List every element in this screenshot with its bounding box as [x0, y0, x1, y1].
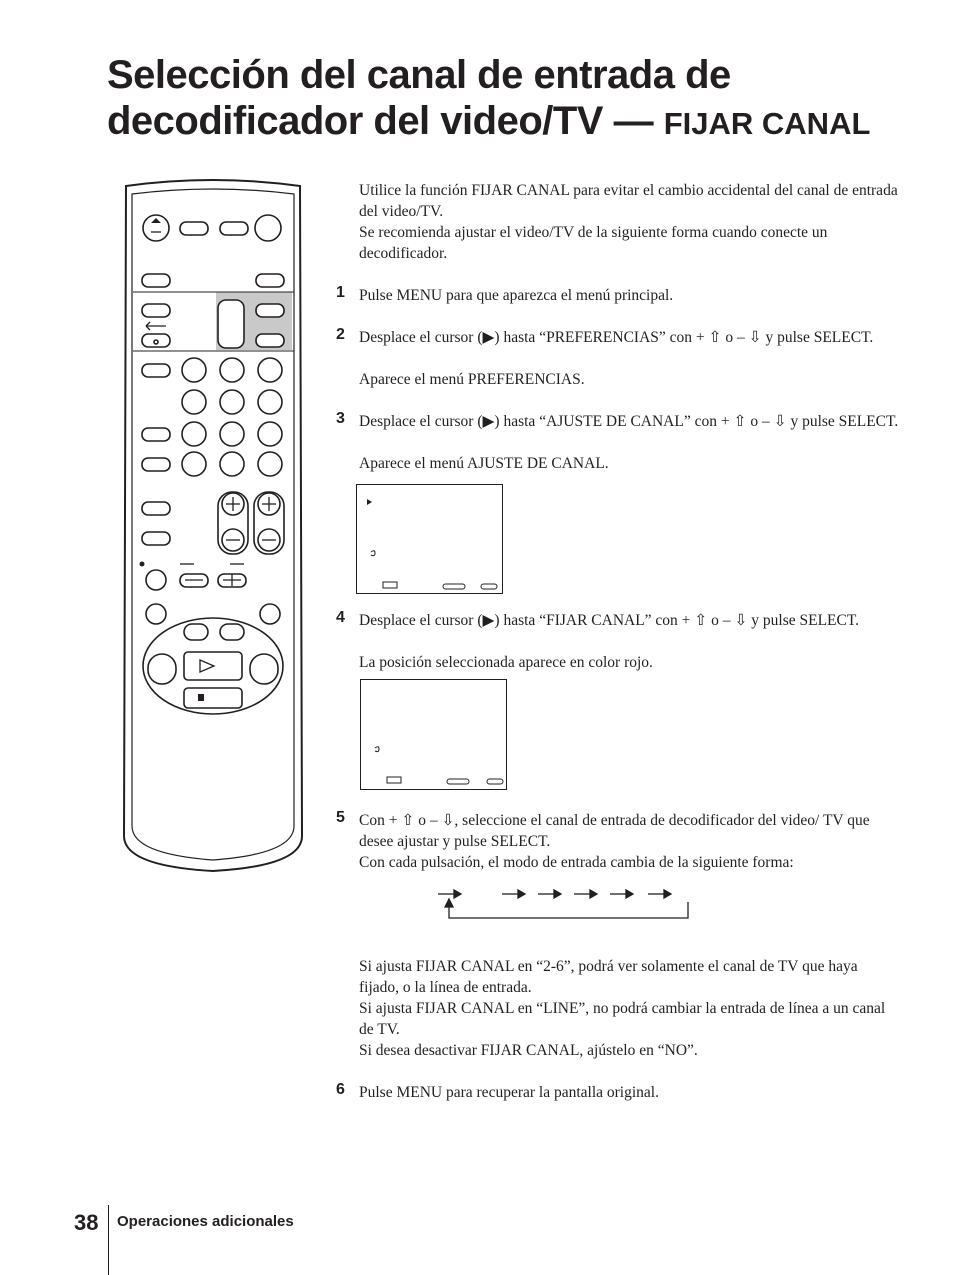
menu-key-icon: [487, 779, 503, 784]
screen-graphics: [361, 680, 506, 789]
remote-control-illustration: [118, 176, 308, 876]
step-4-result: La posición seleccionada aparece en color rojo.: [359, 654, 653, 671]
navigation-icon: [383, 582, 397, 588]
intro-paragraph-2: Se recomienda ajustar el video/TV de la siguiente forma cuando conecte un decodificador.: [359, 224, 828, 262]
step-3-text: Desplace el cursor (▶) hasta “AJUSTE DE CANAL” con + ⇧ o – ⇩ y pulse SELECT.: [359, 413, 899, 430]
step-5-text: Con + ⇧ o – ⇩, seleccione el canal de entrada de decodificador del video/ TV que desee ajustar y pulse SELECT.: [359, 812, 870, 850]
step-6-text: Pulse MENU para recuperar la pantalla original.: [359, 1084, 659, 1101]
step-2-result: Aparece el menú PREFERENCIAS.: [359, 371, 585, 388]
screen-graphics: [357, 485, 502, 593]
section-label: Operaciones adicionales: [117, 1213, 294, 1230]
cursor-icon: [367, 499, 372, 505]
step-5-number: 5: [336, 809, 345, 826]
footer-divider: [108, 1205, 109, 1275]
step-3-number: 3: [336, 410, 345, 427]
step-6-number: 6: [336, 1081, 345, 1098]
select-key-icon: [447, 779, 469, 784]
step-2-text: Desplace el cursor (▶) hasta “PREFERENCIAS” con + ⇧ o – ⇩ y pulse SELECT.: [359, 329, 874, 346]
navigation-icon: [387, 777, 401, 783]
step-5-result: Con cada pulsación, el modo de entrada cambia de la siguiente forma:: [359, 854, 794, 871]
title-main: Selección del canal de entrada de decodificador del video/TV —: [107, 53, 731, 143]
tv-screen-ajuste-de-canal: [356, 484, 503, 594]
select-key-icon: [443, 584, 465, 589]
intro-paragraph-1: Utilice la función FIJAR CANAL para evitar el cambio accidental del canal de entrada del video/TV.: [359, 182, 898, 220]
step-3-result: Aparece el menú AJUSTE DE CANAL.: [359, 455, 609, 472]
input-mode-cycle-diagram: [430, 880, 700, 920]
note-3: Si desea desactivar FIJAR CANAL, ajústelo en “NO”.: [359, 1042, 698, 1059]
return-icon: [375, 747, 379, 752]
page-title: [107, 52, 927, 147]
menu-key-icon: [481, 584, 497, 589]
return-icon: [371, 551, 375, 556]
step-4-text: Desplace el cursor (▶) hasta “FIJAR CANAL” con + ⇧ o – ⇩ y pulse SELECT.: [359, 612, 860, 629]
note-2: Si ajusta FIJAR CANAL en “LINE”, no podrá cambiar la entrada de línea a un canal de TV.: [359, 1000, 886, 1038]
step-2-number: 2: [336, 326, 345, 343]
page-number: 38: [74, 1210, 99, 1235]
step-1-text: Pulse MENU para que aparezca el menú principal.: [359, 287, 674, 304]
note-1: Si ajusta FIJAR CANAL en “2-6”, podrá ver solamente el canal de TV que haya fijado, o la línea de entrada.: [359, 958, 858, 996]
step-1-number: 1: [336, 284, 345, 301]
title-small: FIJAR CANAL: [663, 106, 871, 141]
tv-screen-fijar-canal: [360, 679, 507, 790]
step-4-number: 4: [336, 609, 345, 626]
